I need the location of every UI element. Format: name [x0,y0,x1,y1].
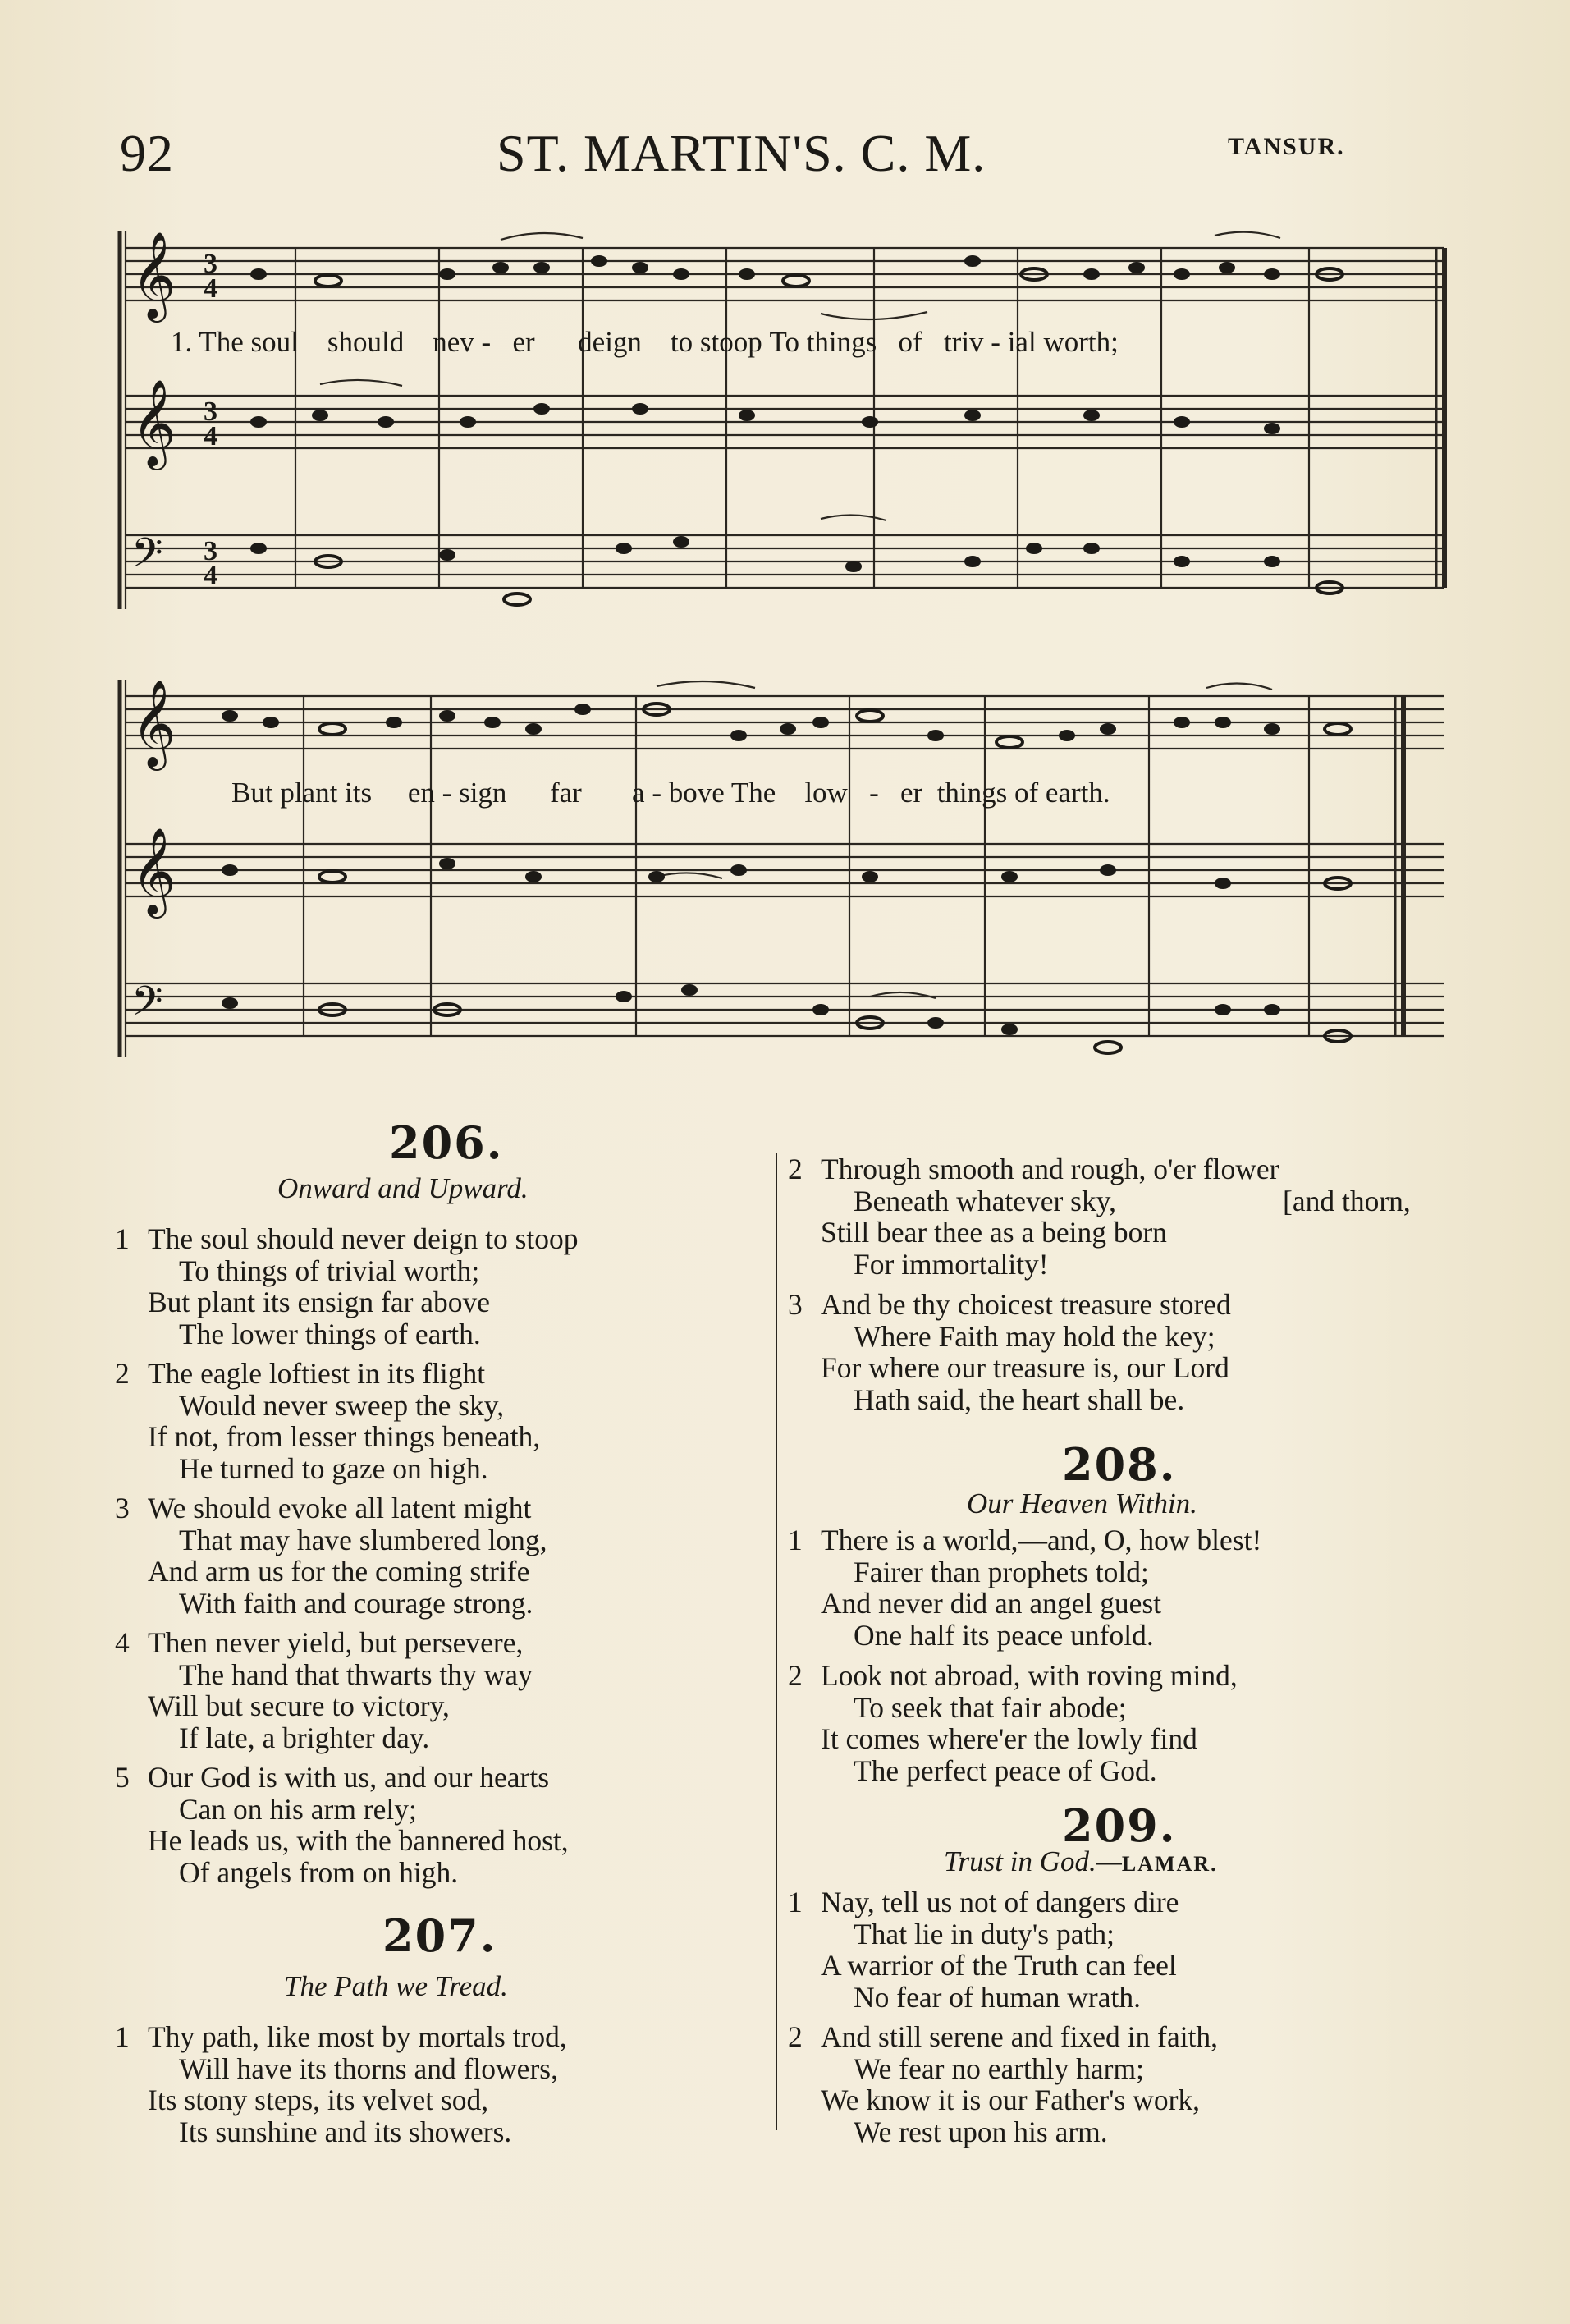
svg-text:𝄞: 𝄞 [131,231,176,319]
svg-text:3: 3 [204,397,217,427]
svg-text:𝄞: 𝄞 [131,679,176,767]
hymn-title-209: Trust in God.—LAMAR. [944,1845,1218,1877]
composer-name: TANSUR. [1228,133,1345,160]
hymn-number-208: 208. [1062,1438,1177,1491]
stanza-208-1: 1 There is a world,—and, O, how blest! Fairer than prophets told; And never did an angel guest One half its peace unfold. [788,1524,1262,1652]
svg-text:4: 4 [204,561,217,591]
svg-text:𝄢: 𝄢 [131,978,163,1035]
svg-text:3: 3 [204,249,217,279]
hymn-number-206: 206. [389,1116,504,1169]
svg-text:3: 3 [204,536,217,566]
stanza-209-1: 1 Nay, tell us not of dangers dire That lie in duty's path; A warrior of the Truth can feel No fear of human wrath. [788,1886,1179,2014]
stanza-207-2: 2 Through smooth and rough, o'er flower Beneath whatever sky, [and thorn, Still bear thee as a being born For immortality! [788,1153,1411,1281]
bass-staff [126,535,1444,588]
hymn-title-206: Onward and Upward. [277,1172,529,1204]
svg-text:4: 4 [204,421,217,452]
stanza-208-2: 2 Look not abroad, with roving mind, To seek that fair abode; It comes where'er the lowly find The perfect peace of God. [788,1659,1238,1787]
stanza-206-3: 3 We should evoke all latent might That may have slumbered long, And arm us for the coming strife With faith and courage strong. [115,1492,547,1620]
column-divider [776,1153,777,2130]
lyrics-line-1: 1. The soul should nev - er deign to stoop To things of triv - ial worth; [171,326,1119,358]
hymn-title-208: Our Heaven Within. [967,1487,1197,1520]
hymn-number-209: 209. [1062,1799,1177,1852]
svg-text:4: 4 [204,273,217,304]
stanza-206-4: 4 Then never yield, but persevere, The hand that thwarts thy way Will but secure to victory, If late, a brighter day. [115,1626,533,1754]
stanza-206-1: 1 The soul should never deign to stoop To things of trivial worth; But plant its ensign far above The lower things of earth. [115,1222,579,1350]
hymn-title-207: The Path we Tread. [284,1970,508,2002]
treble-staff-2 [126,396,1444,448]
music-system-2 [115,672,1461,1082]
svg-text:𝄞: 𝄞 [131,827,176,914]
lyrics-line-2: But plant its en - sign far a - bove The low - er things of earth. [231,777,1110,809]
stanza-206-2: 2 The eagle loftiest in its flight Would never sweep the sky, If not, from lesser things beneath, He turned to gaze on high. [115,1357,541,1485]
svg-text:𝄢: 𝄢 [131,529,163,587]
stanza-209-2: 2 And still serene and fixed in faith, We fear no earthly harm; We know it is our Father's work, We rest upon his arm. [788,2020,1219,2148]
tune-title: ST. MARTIN'S. C. M. [497,124,986,182]
stanza-207-1: 1 Thy path, like most by mortals trod, Will have its thorns and flowers, Its stony steps, its velvet sod, Its sunshine and its showers. [115,2020,567,2148]
music-system-1 [115,223,1461,634]
stanza-207-3: 3 And be thy choicest treasure stored Where Faith may hold the key; For where our treasure is, our Lord Hath said, the heart shall be. [788,1288,1231,1416]
svg-text:𝄞: 𝄞 [131,378,176,466]
hymn-number-207: 207. [382,1909,497,1962]
page-number: 92 [120,124,174,182]
stanza-206-5: 5 Our God is with us, and our hearts Can on his arm rely; He leads us, with the bannered host, Of angels from on high. [115,1761,569,1889]
